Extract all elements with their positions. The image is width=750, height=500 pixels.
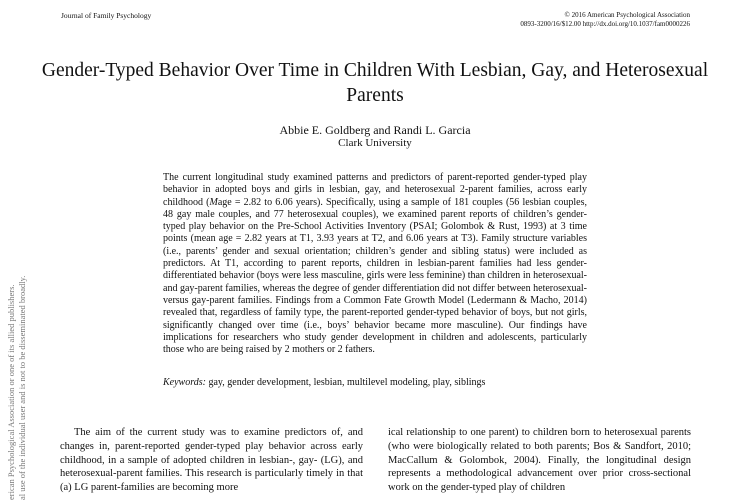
copyright-line: © 2016 American Psychological Association (564, 11, 690, 19)
publication-info (520, 11, 690, 28)
keywords-list: gay, gender development, lesbian, multilevel modeling, play, siblings (208, 377, 486, 388)
doi-line[interactable]: 0893-3200/16/$12.00 http://dx.doi.org/10.1037/fam0000226 (520, 19, 690, 28)
keywords (163, 377, 587, 389)
body-column-right: ical relationship to one parent) to children born to heterosexual parents (who were biologically related to both parents; Bos & Sandfort, 2010; MacCallum & Golombok, 2004). Finally, the longitudinal design represents a methodological advancement over prior cross-sectional work on the gender-typed play of children (388, 427, 691, 494)
body-column-left: The aim of the current study was to examine predictors of, and changes in, parent-reported gender-typed play behavior across early childhood, in a sample of adopted children in lesbian-, gay- (LG), and heterosexual-parent families. This research is particularly timely in that (a) LG parent-families are becoming more (60, 427, 363, 494)
sidebar-notice-line-2: al use of the individual user and is not to be disseminated broadly. (16, 275, 27, 500)
keywords-label: Keywords: (163, 377, 206, 388)
abstract-text-2: age = 2.82 to 6.06 years). Specifically, using a sample of 181 couples (56 lesbian couples, 48 gay male couples, and 77 heterosexual couples), we examined parent reports of children’s gender-typed play behavior on the Pre-School Activities Inventory (PSAI; Golombok & Rust, 1993) at 3 time points (mean age = 2.82 years at T1, 3.93 years at T2, and 6.06 years at T3). Family structure variables (i.e., parents’ gender and sexual orientation; children’s gender and sibling status) were included as predictors. At T1, according to parent reports, children in lesbian-parent families had less gender-differentiated behavior (boys were less masculine, girls were less feminine) than children in heterosexual- and gay-parent families, whereas the degree of gender differentiation did not differ between heterosexual- versus gay-parent families. Findings from a Common Fate Growth Model (Ledermann & Macho, 2014) revealed that, regardless of family type, the parent-reported gender-typed behavior of boys, but not girls, significantly changed over time (i.e., boys’ behavior became more masculine). Our findings have implications for researchers who study gender development in children and adolescents, particularly those who are being raised by 2 mothers or 2 fathers. (163, 196, 587, 356)
copyright-sidebar-notice (6, 200, 27, 500)
author-affiliation: Clark University (338, 137, 412, 149)
abstract-text-1: The current longitudinal study examined patterns and predictors of parent-reported gender-typed play behavior in adopted boys and girls in lesbian, gay, and heterosexual 2-parent families, across early childhood ( (163, 172, 587, 208)
journal-name: Journal of Family Psychology (61, 11, 152, 20)
sidebar-notice-line-1: erican Psychological Association or one of its allied publishers. (6, 284, 16, 500)
abstract (163, 172, 587, 356)
article-title: Gender-Typed Behavior Over Time in Children With Lesbian, Gay, and Heterosexual Parents (41, 60, 709, 106)
abstract-mage-symbol: M (209, 196, 218, 208)
article-authors: Abbie E. Goldberg and Randi L. Garcia (279, 123, 471, 137)
